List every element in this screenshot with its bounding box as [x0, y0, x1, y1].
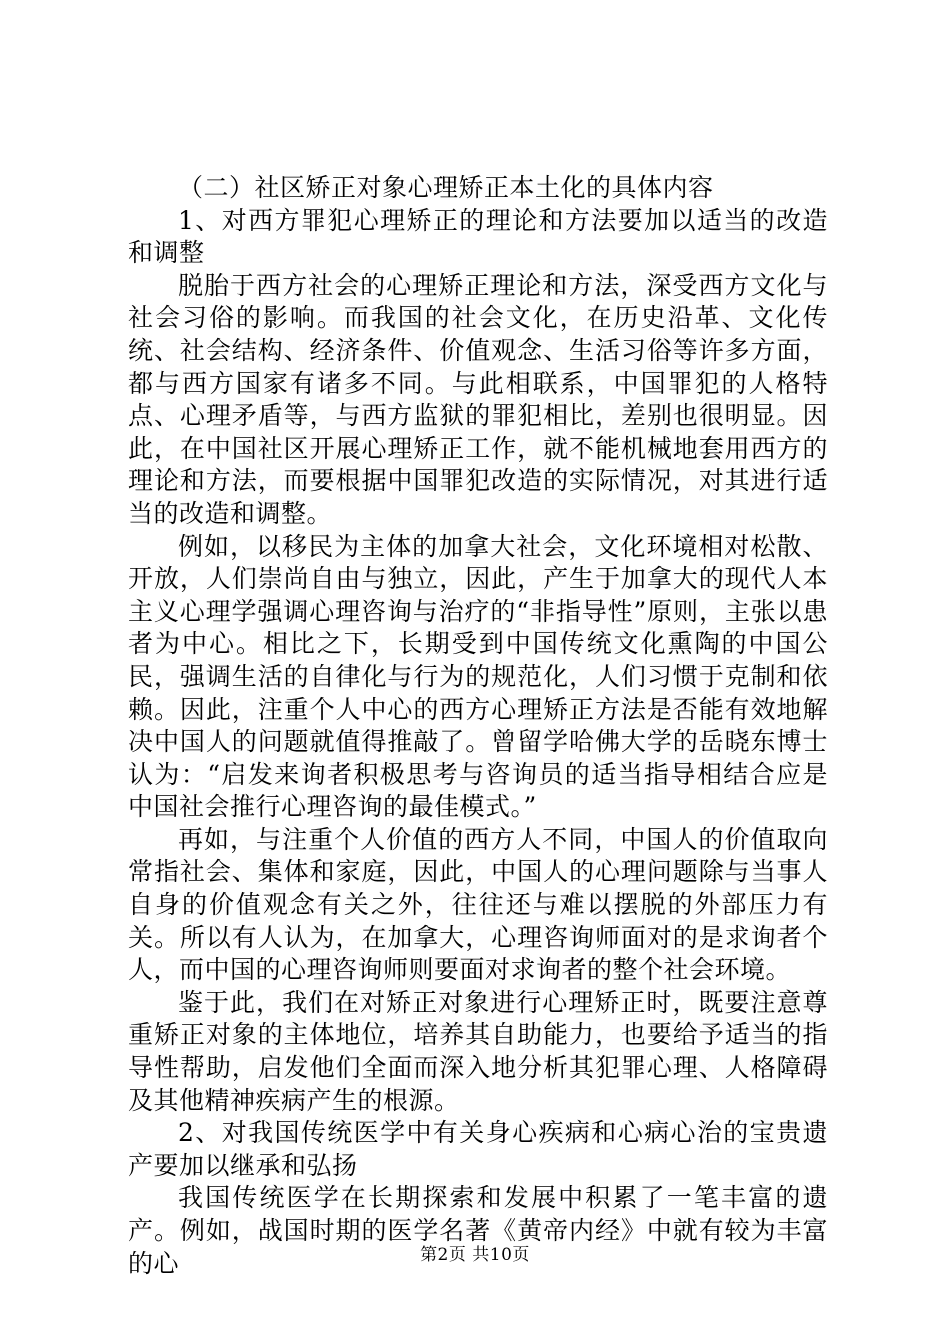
subheading-1: 1、对西方罪犯心理矫正的理论和方法要加以适当的改造和调整 [128, 205, 828, 268]
body-paragraph: 鉴于此，我们在对矫正对象进行心理矫正时，既要注意尊重矫正对象的主体地位，培养其自助能力，也要给予适当的指导性帮助，启发他们全面而深入地分析其犯罪心理、人格障碍及其他精神疾病产生的根源。 [128, 987, 828, 1115]
body-paragraph: 再如，与注重个人价值的西方人不同，中国人的价值取向常指社会、集体和家庭，因此，中国人的心理问题除与当事人自身的价值观念有关之外，往往还与难以摆脱的外部压力有关。所以有人认为，在加拿大，心理咨询师面对的是求询者个人，而中国的心理咨询师则要面对求询者的整个社会环境。 [128, 824, 828, 985]
body-paragraph: 我国传统医学在长期探索和发展中积累了一笔丰富的遗产。例如，战国时期的医学名著《黄帝内经》中就有较为丰富的心 [128, 1183, 828, 1278]
body-paragraph: 脱胎于西方社会的心理矫正理论和方法，深受西方文化与社会习俗的影响。而我国的社会文化，在历史沿革、文化传统、社会结构、经济条件、价值观念、生活习俗等许多方面，都与西方国家有诸多不同。与此相联系，中国罪犯的人格特点、心理矛盾等，与西方监狱的罪犯相比，差别也很明显。因此，在中国社区开展心理矫正工作，就不能机械地套用西方的理论和方法，而要根据中国罪犯改造的实际情况，对其进行适当的改造和调整。 [128, 270, 828, 528]
document-body [128, 172, 828, 1280]
body-paragraph: 例如，以移民为主体的加拿大社会，文化环境相对松散、开放，人们崇尚自由与独立，因此，产生于加拿大的现代人本主义心理学强调心理咨询与治疗的“非指导性”原则，主张以患者为中心。相比之下，长期受到中国传统文化熏陶的中国公民，强调生活的自律化与行为的规范化，人们习惯于克制和依赖。因此，注重个人中心的西方心理矫正方法是否能有效地解决中国人的问题就值得推敲了。曾留学哈佛大学的岳晓东博士认为：“启发来询者积极思考与咨询员的适当指导相结合应是中国社会推行心理咨询的最佳模式。” [128, 531, 828, 822]
page-number: 第2页 共10页 [420, 1245, 530, 1265]
subheading-2: 2、对我国传统医学中有关身心疾病和心病心治的宝贵遗产要加以继承和弘扬 [128, 1118, 828, 1180]
section-heading: （二）社区矫正对象心理矫正本土化的具体内容 [178, 173, 714, 202]
